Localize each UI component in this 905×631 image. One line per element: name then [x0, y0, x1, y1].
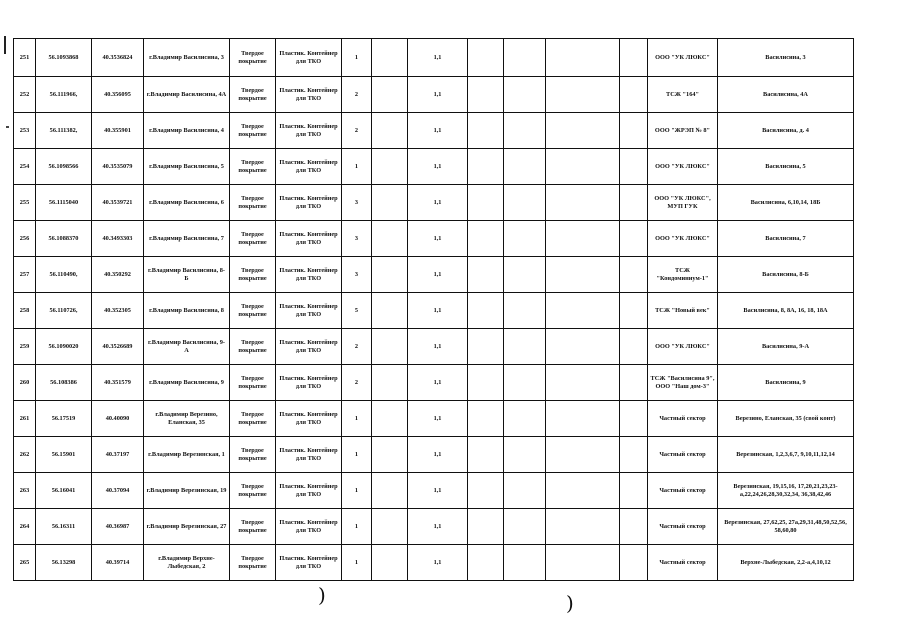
cell-latitude: 56.1090020 — [36, 329, 92, 365]
cell-row-number: 251 — [14, 39, 36, 77]
cell-empty — [468, 437, 504, 473]
cell-empty — [504, 365, 546, 401]
cell-container-count: 1 — [342, 401, 372, 437]
cell-latitude: 56.1115040 — [36, 185, 92, 221]
cell-latitude: 56.110726, — [36, 293, 92, 329]
cell-empty — [546, 545, 620, 581]
cell-container-type: Пластик. Контейнер для ТКО — [276, 329, 342, 365]
cell-empty — [620, 509, 648, 545]
cell-longitude: 40.352305 — [92, 293, 144, 329]
cell-longitude: 40.39714 — [92, 545, 144, 581]
cell-empty — [546, 365, 620, 401]
cell-waste-source: Верезино, Еланская, 35 (свой конт) — [718, 401, 854, 437]
cell-container-count: 2 — [342, 77, 372, 113]
cell-empty — [620, 185, 648, 221]
cell-latitude: 56.111966, — [36, 77, 92, 113]
cell-empty — [504, 545, 546, 581]
cell-container-type: Пластик. Контейнер для ТКО — [276, 545, 342, 581]
cell-longitude: 40.3526689 — [92, 329, 144, 365]
cell-empty — [468, 149, 504, 185]
cell-empty — [504, 293, 546, 329]
cell-latitude: 56.16041 — [36, 473, 92, 509]
cell-surface-type: Твердое покрытие — [230, 365, 276, 401]
cell-empty — [468, 39, 504, 77]
cell-surface-type: Твердое покрытие — [230, 401, 276, 437]
cell-longitude: 40.351579 — [92, 365, 144, 401]
cell-longitude: 40.355901 — [92, 113, 144, 149]
cell-container-type: Пластик. Контейнер для ТКО — [276, 509, 342, 545]
cell-address: г.Владимир Василисина, 9 — [144, 365, 230, 401]
cell-latitude: 56.1098566 — [36, 149, 92, 185]
cell-waste-source: Василисина, 7 — [718, 221, 854, 257]
cell-address: г.Владимир Верезинская, 1 — [144, 437, 230, 473]
table-row — [14, 401, 854, 437]
cell-container-volume: 1,1 — [408, 149, 468, 185]
cell-container-volume: 1,1 — [408, 473, 468, 509]
cell-organization: Частный сектор — [648, 437, 718, 473]
cell-empty — [468, 293, 504, 329]
cell-empty — [504, 509, 546, 545]
cell-empty — [504, 77, 546, 113]
cell-waste-source: Верезинская, 27,62,25, 27а,29,31,48,50,52,56, 58,60,80 — [718, 509, 854, 545]
cell-empty — [620, 401, 648, 437]
binding-tick — [6, 126, 9, 128]
cell-empty — [546, 329, 620, 365]
cell-empty — [546, 39, 620, 77]
cell-empty — [372, 401, 408, 437]
cell-longitude: 40.3536824 — [92, 39, 144, 77]
cell-empty — [372, 257, 408, 293]
cell-organization: Частный сектор — [648, 509, 718, 545]
cell-address: г.Владимир Василисина, 3 — [144, 39, 230, 77]
table-row — [14, 77, 854, 113]
table-row — [14, 39, 854, 77]
cell-surface-type: Твердое покрытие — [230, 185, 276, 221]
cell-row-number: 256 — [14, 221, 36, 257]
cell-waste-source: Василисина, 9-А — [718, 329, 854, 365]
cell-empty — [620, 149, 648, 185]
cell-empty — [372, 77, 408, 113]
cell-container-type: Пластик. Контейнер для ТКО — [276, 365, 342, 401]
cell-address: г.Владимир Василисина, 9-А — [144, 329, 230, 365]
cell-empty — [546, 509, 620, 545]
cell-longitude: 40.3539721 — [92, 185, 144, 221]
cell-organization: ООО "УК ЛЮКС", МУП ГУК — [648, 185, 718, 221]
cell-container-count: 3 — [342, 185, 372, 221]
cell-address: г.Владимир Верезинская, 19 — [144, 473, 230, 509]
cell-empty — [372, 113, 408, 149]
cell-empty — [468, 473, 504, 509]
cell-address: г.Владимир Василисина, 4 — [144, 113, 230, 149]
cell-empty — [546, 437, 620, 473]
cell-container-type: Пластик. Контейнер для ТКО — [276, 77, 342, 113]
cell-empty — [372, 437, 408, 473]
cell-empty — [546, 221, 620, 257]
cell-empty — [504, 39, 546, 77]
cell-latitude: 56.110490, — [36, 257, 92, 293]
table-body — [14, 39, 854, 581]
table-row — [14, 329, 854, 365]
cell-empty — [504, 401, 546, 437]
cell-waste-source: Василисина, 8, 8А, 16, 18, 18А — [718, 293, 854, 329]
cell-surface-type: Твердое покрытие — [230, 545, 276, 581]
cell-empty — [504, 473, 546, 509]
cell-waste-source: Верхне-Лыбедская, 2,2-а,4,10,12 — [718, 545, 854, 581]
cell-empty — [620, 545, 648, 581]
cell-surface-type: Твердое покрытие — [230, 509, 276, 545]
cell-empty — [620, 293, 648, 329]
cell-empty — [372, 221, 408, 257]
cell-longitude: 40.3535079 — [92, 149, 144, 185]
cell-empty — [620, 221, 648, 257]
cell-empty — [546, 293, 620, 329]
cell-empty — [468, 185, 504, 221]
table-row — [14, 365, 854, 401]
cell-empty — [504, 329, 546, 365]
cell-address: г.Владимир Василисина, 8-Б — [144, 257, 230, 293]
cell-latitude: 56.15901 — [36, 437, 92, 473]
cell-address: г.Владимир Василисина, 4А — [144, 77, 230, 113]
cell-longitude: 40.36987 — [92, 509, 144, 545]
cell-organization: ООО "УК ЛЮКС" — [648, 329, 718, 365]
cell-surface-type: Твердое покрытие — [230, 437, 276, 473]
cell-organization: Частный сектор — [648, 473, 718, 509]
cell-empty — [620, 257, 648, 293]
cell-address: г.Владимир Василисина, 7 — [144, 221, 230, 257]
cell-container-volume: 1,1 — [408, 437, 468, 473]
cell-container-count: 1 — [342, 39, 372, 77]
cell-row-number: 253 — [14, 113, 36, 149]
cell-latitude: 56.17519 — [36, 401, 92, 437]
cell-empty — [372, 185, 408, 221]
cell-address: г.Владимир Верезинская, 27 — [144, 509, 230, 545]
cell-address: г.Владимир Верхне-Лыбедская, 2 — [144, 545, 230, 581]
cell-address: г.Владимир Василисина, 8 — [144, 293, 230, 329]
cell-latitude: 56.1088370 — [36, 221, 92, 257]
cell-empty — [372, 149, 408, 185]
cell-empty — [372, 293, 408, 329]
waste-site-registry-table — [13, 38, 854, 581]
cell-container-count: 3 — [342, 221, 372, 257]
cell-empty — [468, 401, 504, 437]
cell-longitude: 40.350292 — [92, 257, 144, 293]
table-row — [14, 257, 854, 293]
cell-organization: Частный сектор — [648, 401, 718, 437]
cell-row-number: 264 — [14, 509, 36, 545]
cell-empty — [372, 545, 408, 581]
table-row — [14, 545, 854, 581]
cell-container-count: 1 — [342, 437, 372, 473]
cell-container-type: Пластик. Контейнер для ТКО — [276, 257, 342, 293]
cell-organization: ООО "УК ЛЮКС" — [648, 221, 718, 257]
cell-row-number: 252 — [14, 77, 36, 113]
cell-latitude: 56.1093868 — [36, 39, 92, 77]
cell-organization: ООО "УК ЛЮКС" — [648, 149, 718, 185]
cell-waste-source: Василисина, д. 4 — [718, 113, 854, 149]
table-row — [14, 221, 854, 257]
cell-container-type: Пластик. Контейнер для ТКО — [276, 293, 342, 329]
cell-container-count: 5 — [342, 293, 372, 329]
cell-container-count: 1 — [342, 149, 372, 185]
cell-container-count: 1 — [342, 473, 372, 509]
cell-longitude: 40.356095 — [92, 77, 144, 113]
table-row — [14, 113, 854, 149]
cell-container-count: 2 — [342, 113, 372, 149]
cell-container-volume: 1,1 — [408, 39, 468, 77]
cell-container-volume: 1,1 — [408, 257, 468, 293]
cell-container-volume: 1,1 — [408, 365, 468, 401]
cell-surface-type: Твердое покрытие — [230, 149, 276, 185]
cell-empty — [546, 401, 620, 437]
cell-waste-source: Василисина, 3 — [718, 39, 854, 77]
cell-organization: Частный сектор — [648, 545, 718, 581]
cell-container-type: Пластик. Контейнер для ТКО — [276, 113, 342, 149]
cell-container-count: 2 — [342, 365, 372, 401]
cell-row-number: 254 — [14, 149, 36, 185]
cell-container-type: Пластик. Контейнер для ТКО — [276, 39, 342, 77]
cell-empty — [504, 221, 546, 257]
cell-surface-type: Твердое покрытие — [230, 39, 276, 77]
cell-container-type: Пластик. Контейнер для ТКО — [276, 437, 342, 473]
cell-empty — [468, 545, 504, 581]
cell-empty — [468, 509, 504, 545]
cell-waste-source: Василисина, 9 — [718, 365, 854, 401]
cell-row-number: 259 — [14, 329, 36, 365]
cell-empty — [372, 365, 408, 401]
cell-container-volume: 1,1 — [408, 113, 468, 149]
cell-container-type: Пластик. Контейнер для ТКО — [276, 149, 342, 185]
cell-empty — [504, 257, 546, 293]
cell-waste-source: Василисина, 8-Б — [718, 257, 854, 293]
cell-empty — [372, 473, 408, 509]
cell-empty — [620, 473, 648, 509]
cell-empty — [468, 113, 504, 149]
binding-mark — [4, 36, 6, 54]
table-row — [14, 473, 854, 509]
table-row — [14, 293, 854, 329]
cell-empty — [372, 39, 408, 77]
table-row — [14, 185, 854, 221]
cell-surface-type: Твердое покрытие — [230, 113, 276, 149]
cell-empty — [504, 149, 546, 185]
cell-waste-source: Василисина, 5 — [718, 149, 854, 185]
cell-container-count: 1 — [342, 545, 372, 581]
cell-latitude: 56.16311 — [36, 509, 92, 545]
cell-container-type: Пластик. Контейнер для ТКО — [276, 221, 342, 257]
cell-row-number: 258 — [14, 293, 36, 329]
cell-longitude: 40.3493303 — [92, 221, 144, 257]
cell-surface-type: Твердое покрытие — [230, 77, 276, 113]
cell-container-volume: 1,1 — [408, 77, 468, 113]
cell-container-type: Пластик. Контейнер для ТКО — [276, 401, 342, 437]
cell-container-volume: 1,1 — [408, 509, 468, 545]
cell-organization: ТСЖ "164" — [648, 77, 718, 113]
cell-empty — [504, 113, 546, 149]
cell-container-count: 2 — [342, 329, 372, 365]
cell-empty — [372, 329, 408, 365]
cell-latitude: 56.111382, — [36, 113, 92, 149]
cell-empty — [468, 221, 504, 257]
cell-organization: ООО "ЖРЭП № 8" — [648, 113, 718, 149]
cell-empty — [468, 77, 504, 113]
cell-row-number: 257 — [14, 257, 36, 293]
table-row — [14, 149, 854, 185]
cell-latitude: 56.13298 — [36, 545, 92, 581]
cell-empty — [620, 39, 648, 77]
cell-surface-type: Твердое покрытие — [230, 329, 276, 365]
cell-empty — [546, 257, 620, 293]
cell-empty — [504, 437, 546, 473]
cell-empty — [620, 329, 648, 365]
signature-mark: ) — [566, 591, 574, 615]
cell-row-number: 263 — [14, 473, 36, 509]
cell-row-number: 261 — [14, 401, 36, 437]
cell-empty — [372, 509, 408, 545]
cell-container-count: 3 — [342, 257, 372, 293]
cell-surface-type: Твердое покрытие — [230, 293, 276, 329]
cell-row-number: 255 — [14, 185, 36, 221]
cell-empty — [620, 437, 648, 473]
signature-mark: ) — [318, 583, 326, 607]
cell-container-volume: 1,1 — [408, 329, 468, 365]
cell-surface-type: Твердое покрытие — [230, 221, 276, 257]
cell-container-volume: 1,1 — [408, 221, 468, 257]
cell-container-count: 1 — [342, 509, 372, 545]
cell-organization: ТСЖ "Кондоминиум-1" — [648, 257, 718, 293]
cell-longitude: 40.40090 — [92, 401, 144, 437]
cell-container-volume: 1,1 — [408, 185, 468, 221]
cell-empty — [546, 473, 620, 509]
cell-longitude: 40.37197 — [92, 437, 144, 473]
cell-row-number: 260 — [14, 365, 36, 401]
cell-container-volume: 1,1 — [408, 401, 468, 437]
cell-empty — [546, 149, 620, 185]
cell-surface-type: Твердое покрытие — [230, 473, 276, 509]
cell-empty — [620, 365, 648, 401]
cell-empty — [468, 329, 504, 365]
cell-address: г.Владимир Верезино, Еланская, 35 — [144, 401, 230, 437]
cell-waste-source: Верезинская, 1,2,3,6,7, 9,10,11,12,14 — [718, 437, 854, 473]
cell-empty — [468, 257, 504, 293]
cell-container-type: Пластик. Контейнер для ТКО — [276, 473, 342, 509]
cell-empty — [620, 77, 648, 113]
cell-row-number: 262 — [14, 437, 36, 473]
cell-empty — [546, 113, 620, 149]
cell-organization: ООО "УК ЛЮКС" — [648, 39, 718, 77]
cell-empty — [504, 185, 546, 221]
cell-container-volume: 1,1 — [408, 293, 468, 329]
cell-empty — [620, 113, 648, 149]
cell-waste-source: Василисина, 6,10,14, 18Б — [718, 185, 854, 221]
cell-longitude: 40.37094 — [92, 473, 144, 509]
table-row — [14, 509, 854, 545]
cell-container-volume: 1,1 — [408, 545, 468, 581]
cell-empty — [468, 365, 504, 401]
cell-latitude: 56.108386 — [36, 365, 92, 401]
cell-organization: ТСЖ "Новый век" — [648, 293, 718, 329]
cell-empty — [546, 185, 620, 221]
cell-organization: ТСЖ "Василисина 9", ООО "Наш дом-3" — [648, 365, 718, 401]
table-row — [14, 437, 854, 473]
cell-address: г.Владимир Василисина, 5 — [144, 149, 230, 185]
cell-surface-type: Твердое покрытие — [230, 257, 276, 293]
cell-empty — [546, 77, 620, 113]
cell-row-number: 265 — [14, 545, 36, 581]
cell-waste-source: Василисина, 4А — [718, 77, 854, 113]
cell-address: г.Владимир Василисина, 6 — [144, 185, 230, 221]
cell-container-type: Пластик. Контейнер для ТКО — [276, 185, 342, 221]
cell-waste-source: Верезинская, 19,15,16, 17,20,21,23,23-а,22,24,26,28,30,32,34, 36,38,42,46 — [718, 473, 854, 509]
